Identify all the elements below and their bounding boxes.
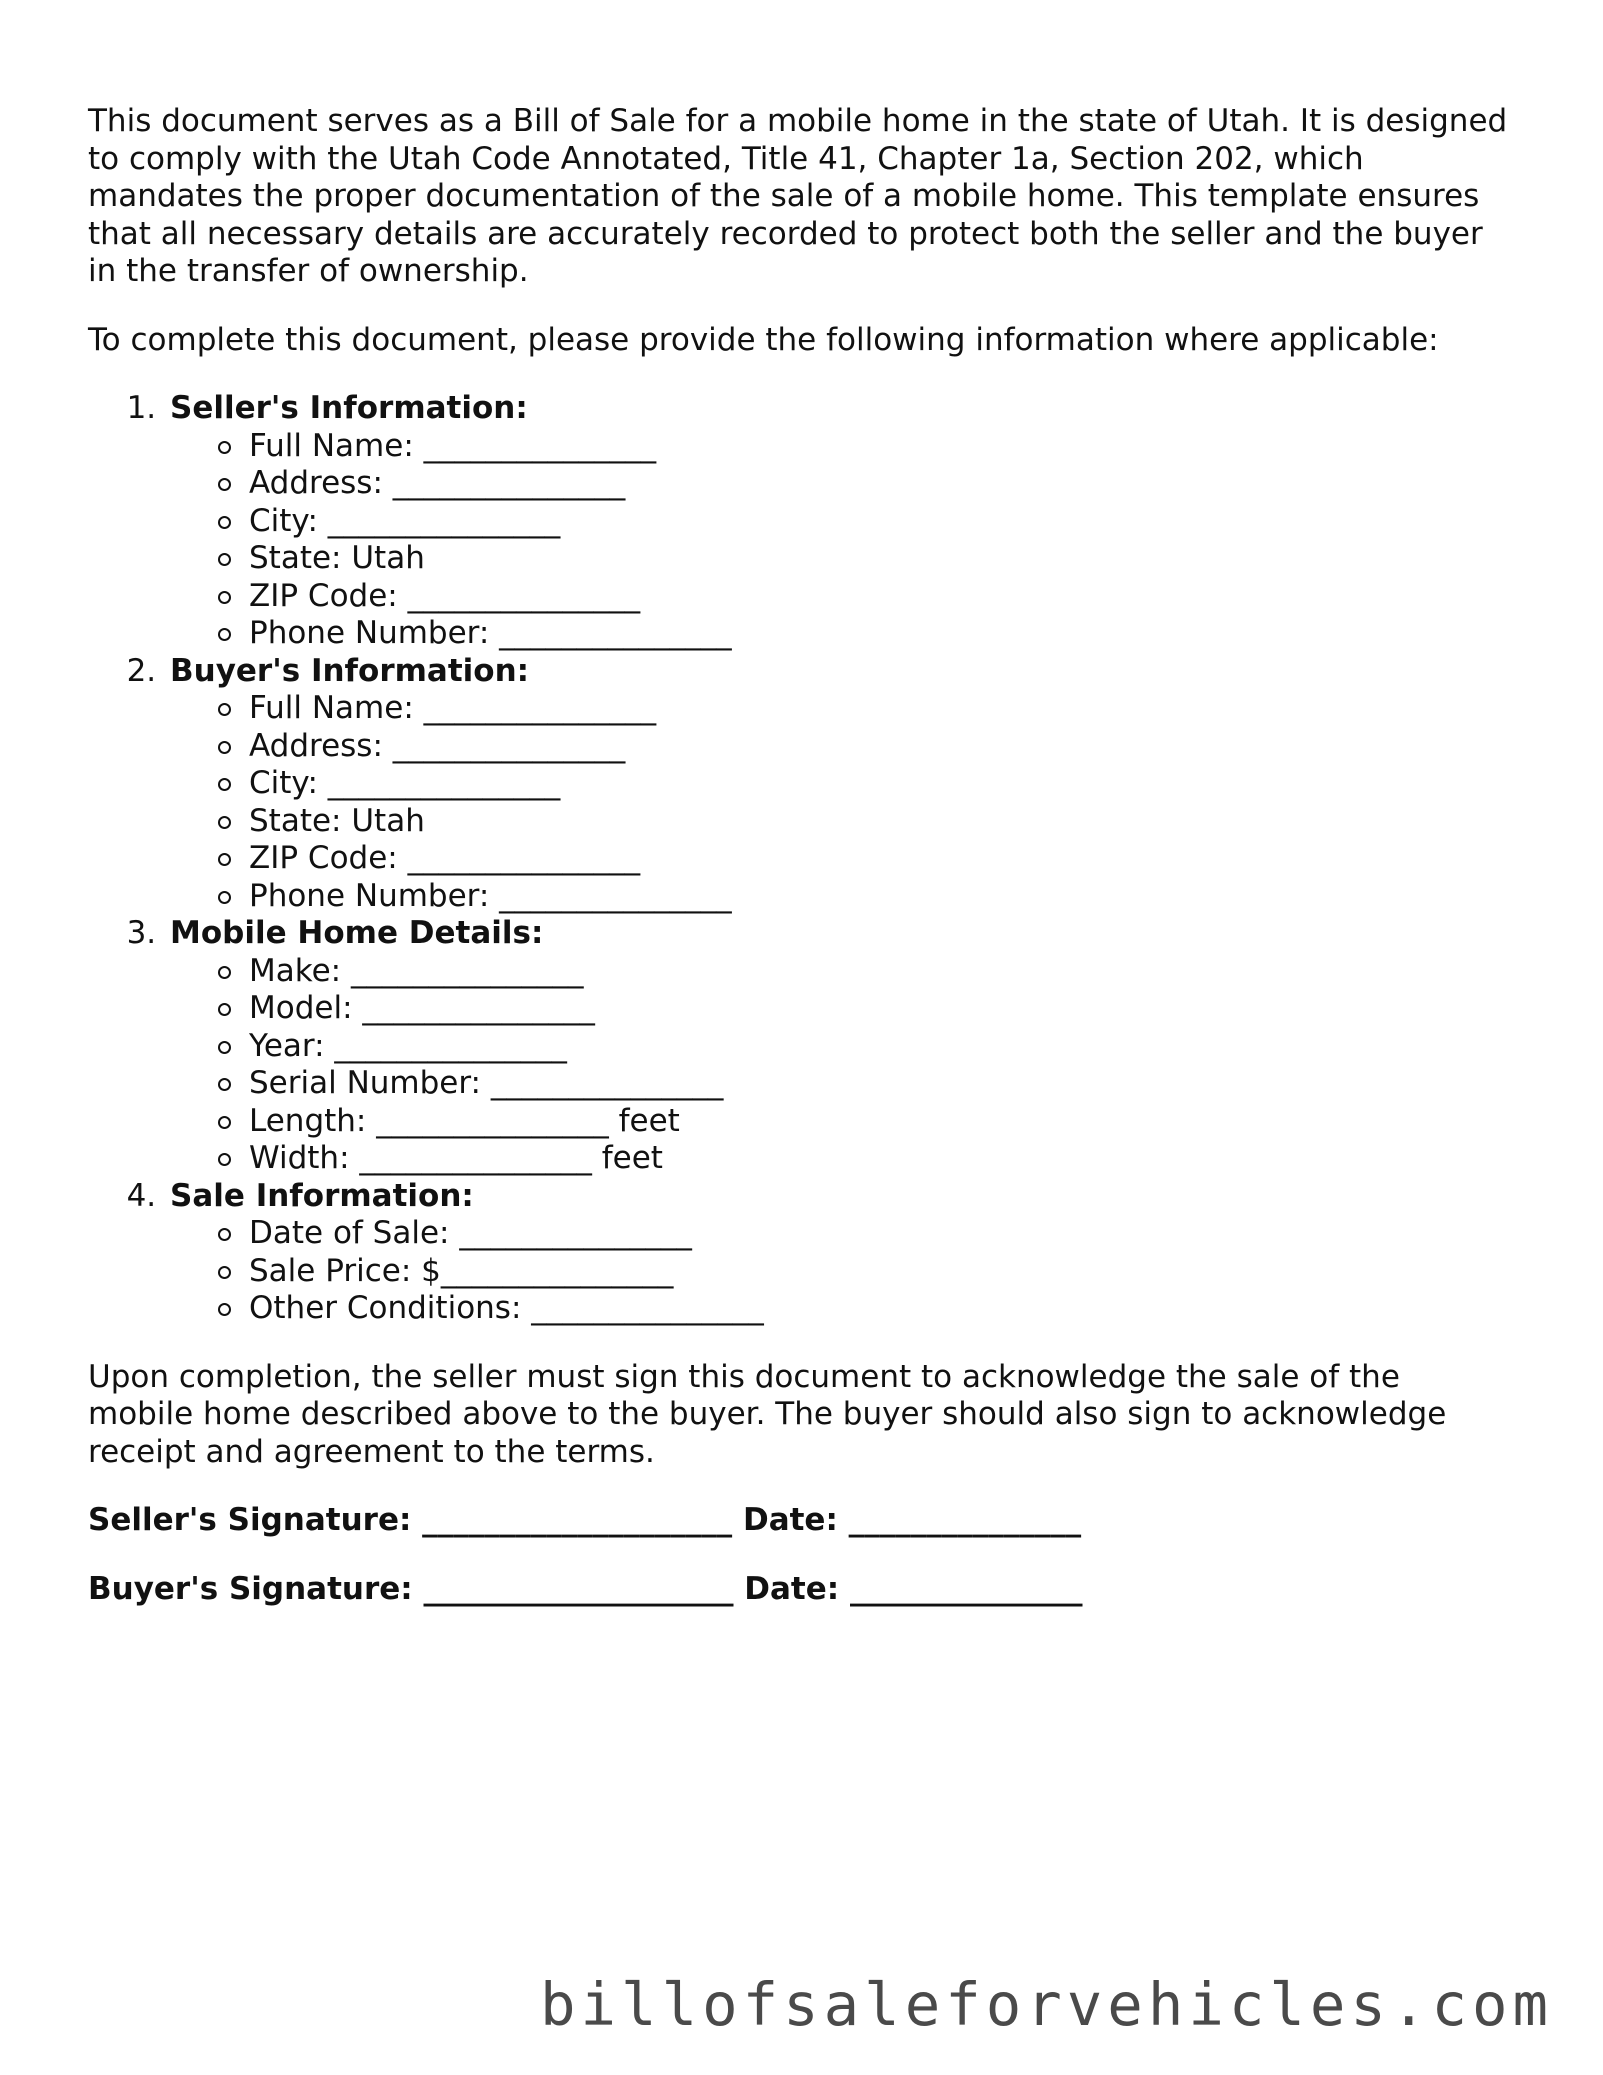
seller-full-name-field[interactable]: Full Name: _______________: [249, 428, 1508, 466]
buyer-full-name-field[interactable]: Full Name: _______________: [249, 690, 1508, 728]
section-mobile-home-details: [166, 915, 1508, 1178]
instruction-paragraph: To complete this document, please provide the following information where applicable:: [88, 321, 1439, 358]
buyer-fields-list: [170, 690, 1508, 915]
seller-city-field[interactable]: City: _______________: [249, 503, 1508, 541]
year-field[interactable]: Year: _______________: [249, 1028, 1508, 1066]
section-title: Buyer's Information:: [170, 652, 530, 689]
section-seller-information: [166, 390, 1508, 653]
sale-fields-list: [170, 1215, 1508, 1328]
model-field[interactable]: Model: _______________: [249, 990, 1508, 1028]
other-conditions-field[interactable]: Other Conditions: _______________: [249, 1290, 1508, 1328]
document-body: [88, 103, 1508, 1639]
buyer-zip-field[interactable]: ZIP Code: _______________: [249, 840, 1508, 878]
buyer-state-field: State: Utah: [249, 803, 1508, 841]
buyer-signature-line[interactable]: Buyer's Signature: ____________________ Date: _______________: [88, 1570, 1083, 1607]
closing-paragraph: Upon completion, the seller must sign this document to acknowledge the sale of the mobile home described above to the buyer. The buyer should also sign to acknowledge receipt and agreement to the terms.: [88, 1358, 1447, 1470]
sale-price-field[interactable]: Sale Price: $_______________: [249, 1253, 1508, 1291]
seller-zip-field[interactable]: ZIP Code: _______________: [249, 578, 1508, 616]
buyer-city-field[interactable]: City: _______________: [249, 765, 1508, 803]
seller-address-field[interactable]: Address: _______________: [249, 465, 1508, 503]
make-field[interactable]: Make: _______________: [249, 953, 1508, 991]
section-title: Mobile Home Details:: [170, 915, 544, 951]
seller-phone-field[interactable]: Phone Number: _______________: [249, 615, 1508, 653]
section-title: Sale Information:: [170, 1177, 474, 1214]
seller-state-field: State: Utah: [249, 540, 1508, 578]
date-of-sale-field[interactable]: Date of Sale: _______________: [249, 1215, 1508, 1253]
intro-paragraph: This document serves as a Bill of Sale for a mobile home in the state of Utah. It is designed to comply with the Utah Code Annotated, Title 41, Chapter 1a, Section 202, which mandates the proper documentation of the sale of a mobile home. This template ensures that all necessary details are accurately recorded to protect both the seller and the buyer in the transfer of ownership.: [88, 103, 1508, 289]
serial-number-field[interactable]: Serial Number: _______________: [249, 1065, 1508, 1103]
section-title: Seller's Information:: [170, 390, 528, 426]
site-watermark: billofsaleforvehicles.com: [540, 1970, 1554, 2039]
seller-signature-line[interactable]: Seller's Signature: ____________________ Date: _______________: [88, 1502, 1082, 1538]
section-buyer-information: [166, 653, 1508, 916]
width-field[interactable]: Width: _______________ feet: [249, 1140, 1508, 1178]
buyer-phone-field[interactable]: Phone Number: _______________: [249, 878, 1508, 916]
sections-list: [88, 390, 1508, 1328]
section-sale-information: [166, 1178, 1508, 1328]
mobile-home-fields-list: [170, 953, 1508, 1178]
length-field[interactable]: Length: _______________ feet: [249, 1103, 1508, 1141]
buyer-address-field[interactable]: Address: _______________: [249, 728, 1508, 766]
seller-fields-list: [170, 428, 1508, 653]
